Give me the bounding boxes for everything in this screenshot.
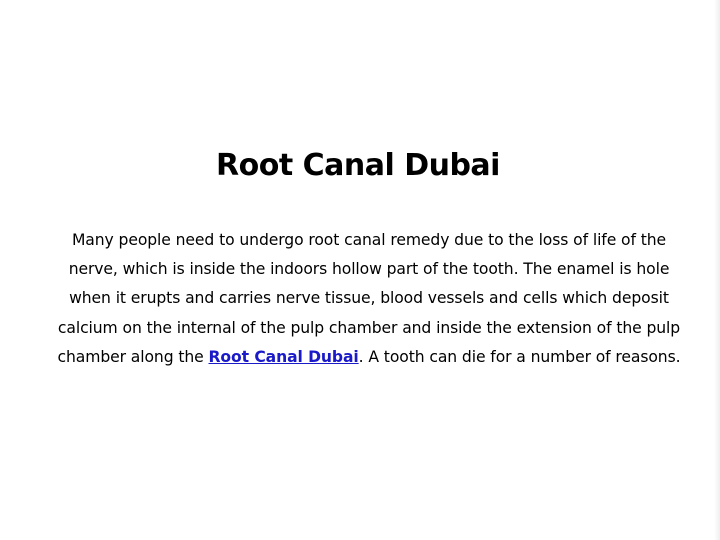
root-canal-dubai-link[interactable]: Root Canal Dubai xyxy=(208,347,359,366)
paragraph-text-before-link: Many people need to undergo root canal remedy due to the loss of life of the nerve, which is inside the indoors hollow part of the tooth. The enamel is hole when it erupts and carries nerve tissue, blood vessels and cells which deposit calcium on the internal of the pulp chamber and inside the extension of the pulp chamber along the xyxy=(57,231,681,366)
body-paragraph xyxy=(54,226,684,372)
paragraph-text-after-link: . A tooth can die for a number of reasons. xyxy=(358,347,681,366)
slide-title: Root Canal Dubai xyxy=(216,148,500,183)
slide-edge-shadow xyxy=(714,0,720,540)
